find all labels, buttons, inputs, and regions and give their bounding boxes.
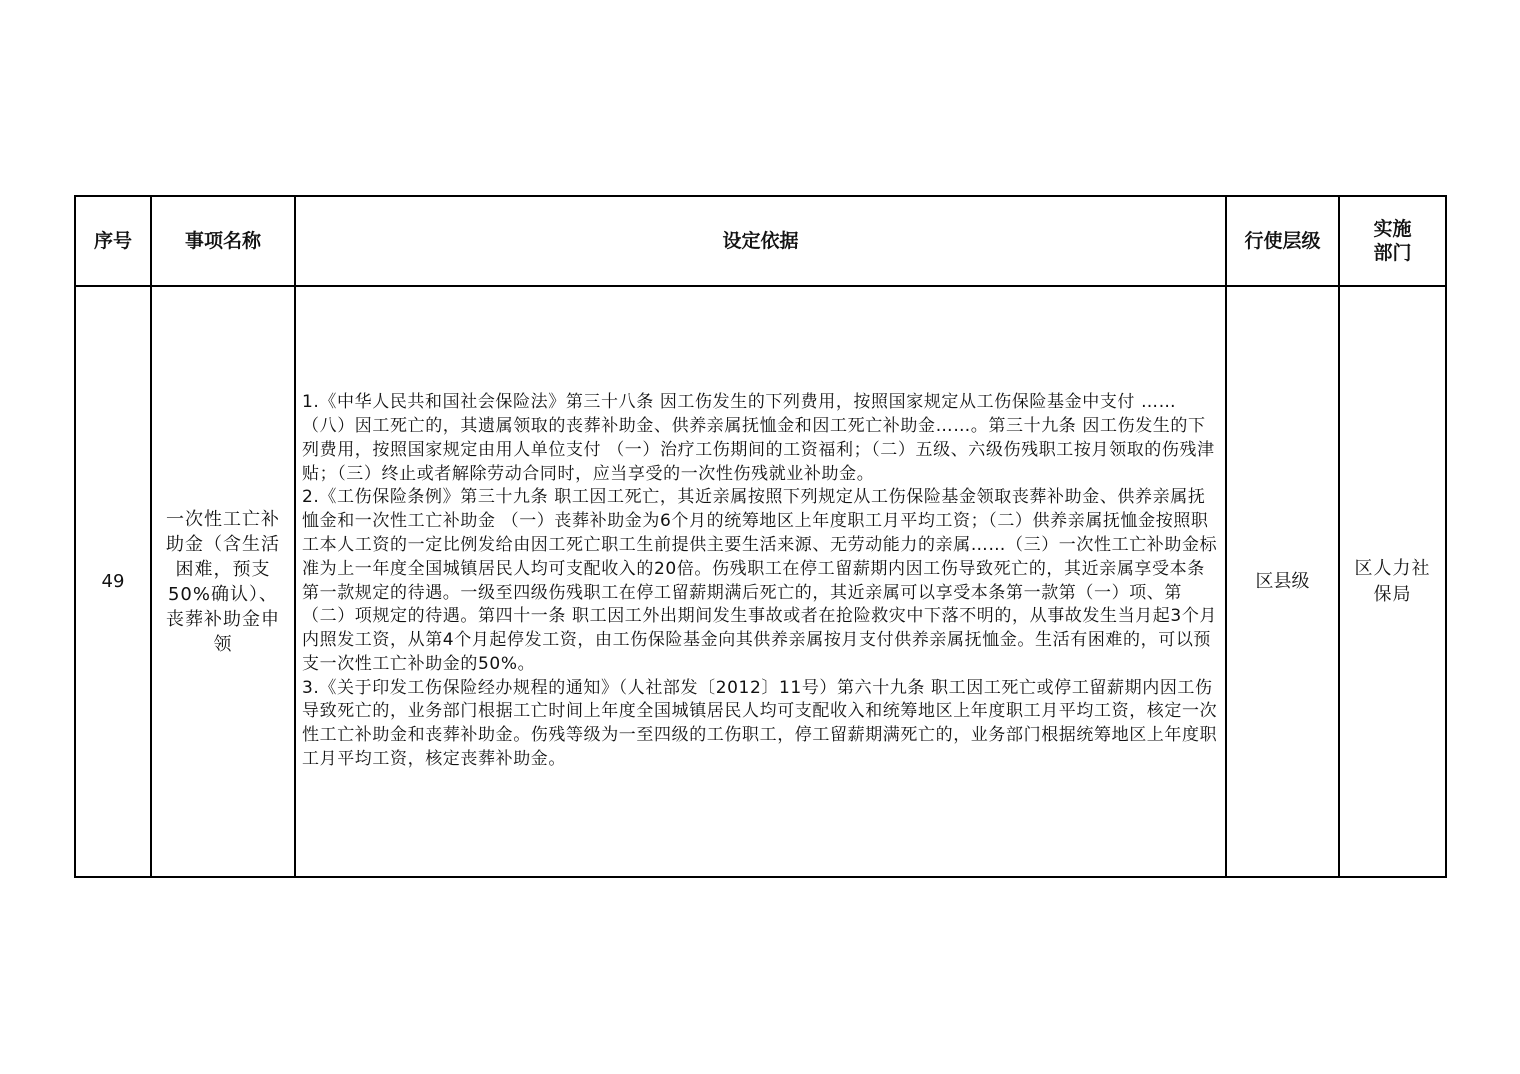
header-department-line2: 部门 bbox=[1373, 242, 1412, 264]
header-level: 行使层级 bbox=[1226, 196, 1339, 286]
cell-basis bbox=[295, 286, 1226, 877]
header-seq: 序号 bbox=[75, 196, 151, 286]
header-department-line1: 实施 bbox=[1373, 218, 1412, 240]
basis-paragraph-1: 1.《中华人民共和国社会保险法》第三十八条 因工伤发生的下列费用，按照国家规定从工伤保险基金中支付 ……（八）因工死亡的，其遗属领取的丧葬补助金、供养亲属抚恤金和因工死亡补助金……。第三十九条 因工伤发生的下列费用，按照国家规定由用人单位支付 （一）治疗工伤期间的工资福利；（二）五级、六级伤残职工按月领取的伤残津贴；（三）终止或者解除劳动合同时，应当享受的一次性伤残就业补助金。 bbox=[302, 392, 1215, 484]
cell-seq: 49 bbox=[75, 286, 151, 877]
cell-level: 区县级 bbox=[1226, 286, 1339, 877]
cell-department: 区人力社保局 bbox=[1339, 286, 1446, 877]
header-row bbox=[75, 196, 1446, 286]
header-item-name: 事项名称 bbox=[151, 196, 295, 286]
basis-paragraph-2: 2.《工伤保险条例》第三十九条 职工因工死亡，其近亲属按照下列规定从工伤保险基金领取丧葬补助金、供养亲属抚恤金和一次性工亡补助金 （一）丧葬补助金为6个月的统筹地区上年度职工月平均工资；（二）供养亲属抚恤金按照职工本人工资的一定比例发给由因工死亡职工生前提供主要生活来源、无劳动能力的亲属……（三）一次性工亡补助金标准为上一年度全国城镇居民人均可支配收入的20倍。伤残职工在停工留薪期内因工伤导致死亡的，其近亲属享受本条第一款规定的待遇。一级至四级伤残职工在停工留薪期满后死亡的，其近亲属可以享受本条第一款第（一）项、第（二）项规定的待遇。第四十一条 职工因工外出期间发生事故或者在抢险救灾中下落不明的，从事故发生当月起3个月内照发工资，从第4个月起停发工资，由工伤保险基金向其供养亲属按月支付供养亲属抚恤金。生活有困难的，可以预支一次性工亡补助金的50%。 bbox=[302, 487, 1218, 674]
header-department bbox=[1339, 196, 1446, 286]
table-row bbox=[75, 286, 1446, 877]
approval-items-table bbox=[74, 195, 1447, 878]
cell-item-name: 一次性工亡补助金（含生活困难，预支50%确认）、丧葬补助金申领 bbox=[151, 286, 295, 877]
header-basis: 设定依据 bbox=[295, 196, 1226, 286]
basis-paragraph-3: 3.《关于印发工伤保险经办规程的通知》（人社部发〔2012〕11号）第六十九条 职工因工死亡或停工留薪期内因工伤导致死亡的，业务部门根据工亡时间上年度全国城镇居民人均可支配收入和统筹地区上年度职工月平均工资，核定一次性工亡补助金和丧葬补助金。伤残等级为一至四级的工伤职工，停工留薪期满死亡的，业务部门根据统筹地区上年度职工月平均工资，核定丧葬补助金。 bbox=[302, 677, 1218, 770]
table-header bbox=[75, 196, 1446, 286]
